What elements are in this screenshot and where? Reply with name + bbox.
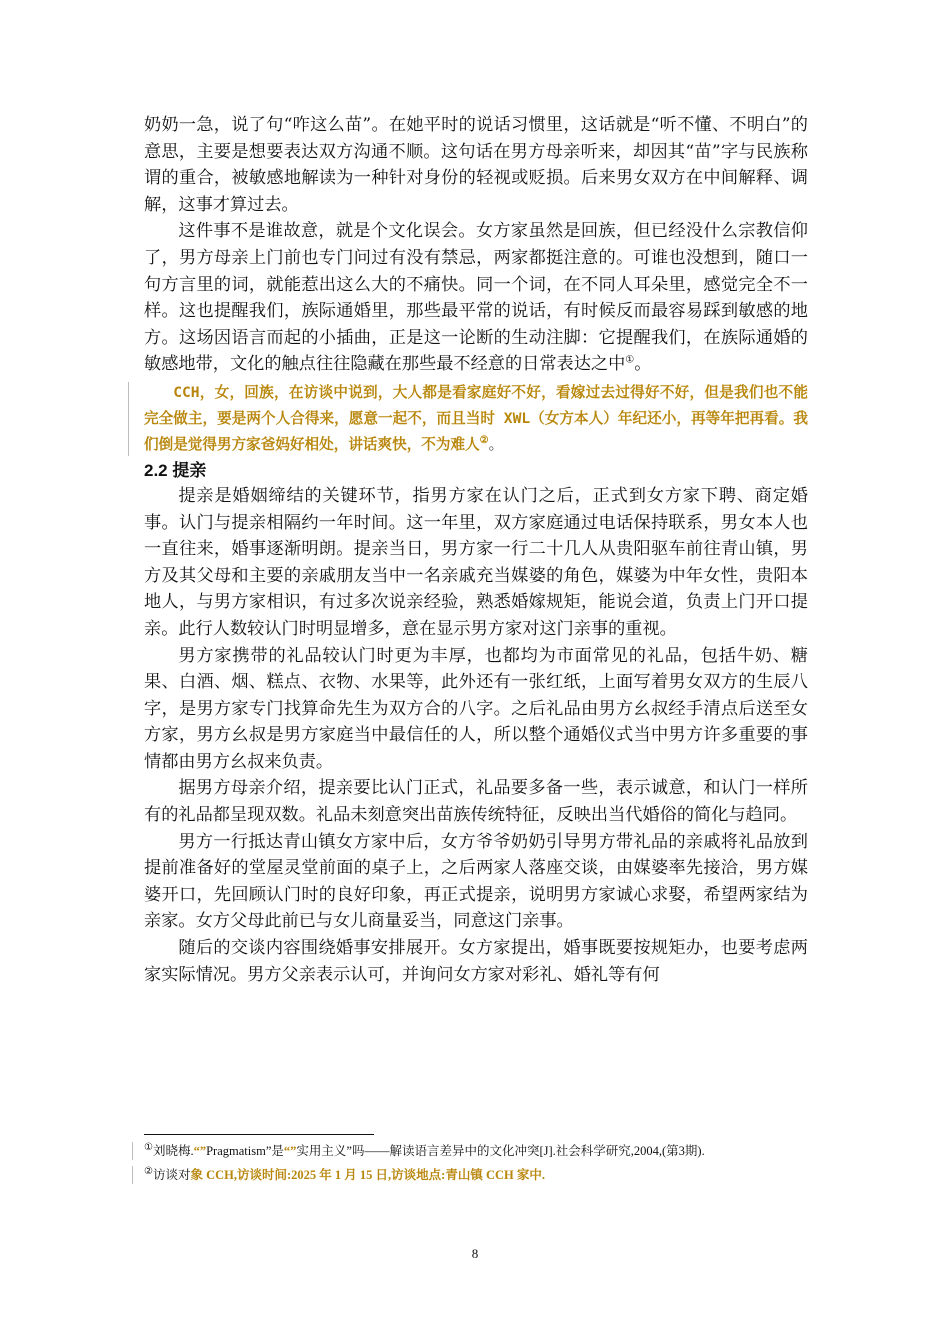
footnote-1-connector: ”是 bbox=[265, 1144, 284, 1158]
paragraph-2: 这件事不是谁故意，就是个文化误会。女方家虽然是回族，但已经没什么宗教信仰了，男方母亲上门前也专门问过有没有禁忌，两家都挺注意的。可谁也没想到，随口一句方言里的词，就能惹出这么大的不痛快。同一个词，在不同人耳朵里，感觉完全不一样。这也提醒我们，族际通婚里，那些最平常的说话，有时候反而最容易踩到敏感的地方。这场因语言而起的小插曲，正是这一论断的生动注脚：它提醒我们，在族际通婚的敏感地带，文化的触点往往隐藏在那些最不经意的日常表达之中①。 bbox=[144, 221, 808, 375]
quote-bar bbox=[128, 382, 129, 456]
interview-quote-text: CCH，女，回族，在访谈中说到，大人都是看家庭好不好，看嫁过去过得好不好，但是我们也不能完全做主，要是两个人合得来，愿意一起不，而且当时 XWL（女方本人）年纪还小，再等年把再看。我们倒是觉得男方家爸妈好相处，讲话爽快，不为难人 bbox=[144, 383, 808, 453]
footnote-1-quote-mark: “” bbox=[193, 1144, 207, 1158]
paragraph-7: 随后的交谈内容围绕婚事安排展开。女方家提出，婚事既要按规矩办，也要考虑两家实际情况。男方父亲表示认可，并询问女方家对彩礼、婚礼等有何 bbox=[144, 938, 808, 985]
footnote-1-bar bbox=[132, 1142, 133, 1160]
footnote-1 bbox=[144, 1140, 808, 1162]
footnote-2 bbox=[144, 1164, 808, 1186]
paragraph-5: 据男方母亲介绍，提亲要比认门正式，礼品要多备一些，表示诚意，和认门一样所有的礼品都呈现双数。礼品未刻意突出苗族传统特征，反映出当代婚俗的简化与趋同。 bbox=[144, 778, 808, 826]
section-heading: 2.2 提亲 bbox=[144, 460, 207, 480]
paragraph-1-text: 奶奶一急，说了句“咋这么苗”。在她平时的说话习惯里，这话就是“听不懂、不明白”的意思，主要是想要表达双方沟通不顺。这句话在男方母亲听来，却因其“苗”字与民族称谓的重合，被敏感地解读为一种针对身份的轻视或贬损。后来男女双方在中间解释、调解，这事才算过去。 bbox=[144, 115, 808, 215]
paragraph-6: 男方一行抵达青山镇女方家中后，女方爷爷奶奶引导男方带礼品的亲戚将礼品放到提前准备好的堂屋灵堂前面的桌子上，之后两家人落座交谈，由媒婆率先接洽，男方媒婆开口，先回顾认门时的良好印象，再正式提亲，说明男方家诚心求娶，希望两家结为亲家。女方父母此前已与女儿商量妥当，同意这门亲事。 bbox=[144, 831, 808, 932]
paragraph-1 bbox=[144, 112, 808, 218]
paragraph-3: 提亲是婚姻缔结的关键环节，指男方家在认门之后，正式到女方家下聘、商定婚事。认门与提亲相隔约一年时间。这一年里，双方家庭通过电话保持联系，男女本人也一直往来，婚事逐渐明朗。提亲当日，男方家一行二十几人从贵阳驱车前往青山镇，男方及其父母和主要的亲戚朋友当中一名亲戚充当媒婆的角色，媒婆为中年女性，贵阳本地人，与男方家相识，有过多次说亲经验，熟悉婚嫁规矩，能说会道，负责上门开口提亲。此行人数较认门时明显增多，意在显示男方家对这门亲事的重视。 bbox=[144, 485, 808, 639]
footnote-ref-1[interactable]: ① bbox=[625, 354, 635, 366]
footnote-ref-2[interactable]: ② bbox=[479, 435, 489, 447]
footnote-2-bar bbox=[132, 1166, 133, 1184]
footnote-separator bbox=[144, 1134, 374, 1135]
paragraph-2-text: 这件事不是谁故意，就是个文化误会。女方家虽然是回族，但已经没什么宗教信仰了，男方母亲上门前也专门问过有没有禁忌，两家都挺注意的。可谁也没想到，随口一句方言里的词，就能惹出这么大的不痛快。同一个词，在不同人耳朵里，感觉完全不一样。这也提醒我们，族际通婚里，那些最平常的说话，有时候反而最容易踩到敏感的地方。这场因语言而起的小插曲，正是这一论断的生动注脚：它提醒我们，在族际通婚的敏感地带，文化的触点往往隐藏在那些最不经意的日常表达之中 bbox=[144, 221, 808, 375]
page-number: 8 bbox=[471, 1246, 479, 1261]
footnote-1-title-b: 实用主义”吗——解读语言差异中的文化冲突[J].社会科学研究,2004,(第3期). bbox=[296, 1144, 705, 1158]
footnote-2-body: 象 CCH,访谈时间:2025 年 1 月 15 日,访谈地点:青山镇 CCH 家中. bbox=[190, 1168, 545, 1182]
paragraph-4: 男方家携带的礼品较认门时更为丰厚，也都均为市面常见的礼品，包括牛奶、糖果、白酒、烟、糕点、衣物、水果等，此外还有一张红纸，上面写着男女双方的生辰八字，是男方家专门找算命先生为双方合的八字。之后礼品由男方幺叔经手清点后送至女方家，男方幺叔是男方家庭当中最信任的人，所以整个通婚仪式当中男方许多重要的事情都由男方幺叔来负责。 bbox=[144, 645, 808, 772]
footnote-1-mark: ① bbox=[144, 1141, 153, 1153]
body-content bbox=[144, 112, 808, 988]
footnote-2-lead: 访谈对 bbox=[152, 1168, 191, 1182]
quote-end: 。 bbox=[488, 435, 504, 453]
footnote-2-mark: ② bbox=[144, 1165, 153, 1177]
interview-quote bbox=[144, 380, 808, 458]
footnote-1-title-a: Pragmatism bbox=[206, 1144, 266, 1158]
footnotes bbox=[144, 1140, 808, 1186]
footnote-1-quote-mark-2: “” bbox=[283, 1144, 297, 1158]
footnote-1-author: 刘晓梅. bbox=[152, 1144, 194, 1158]
